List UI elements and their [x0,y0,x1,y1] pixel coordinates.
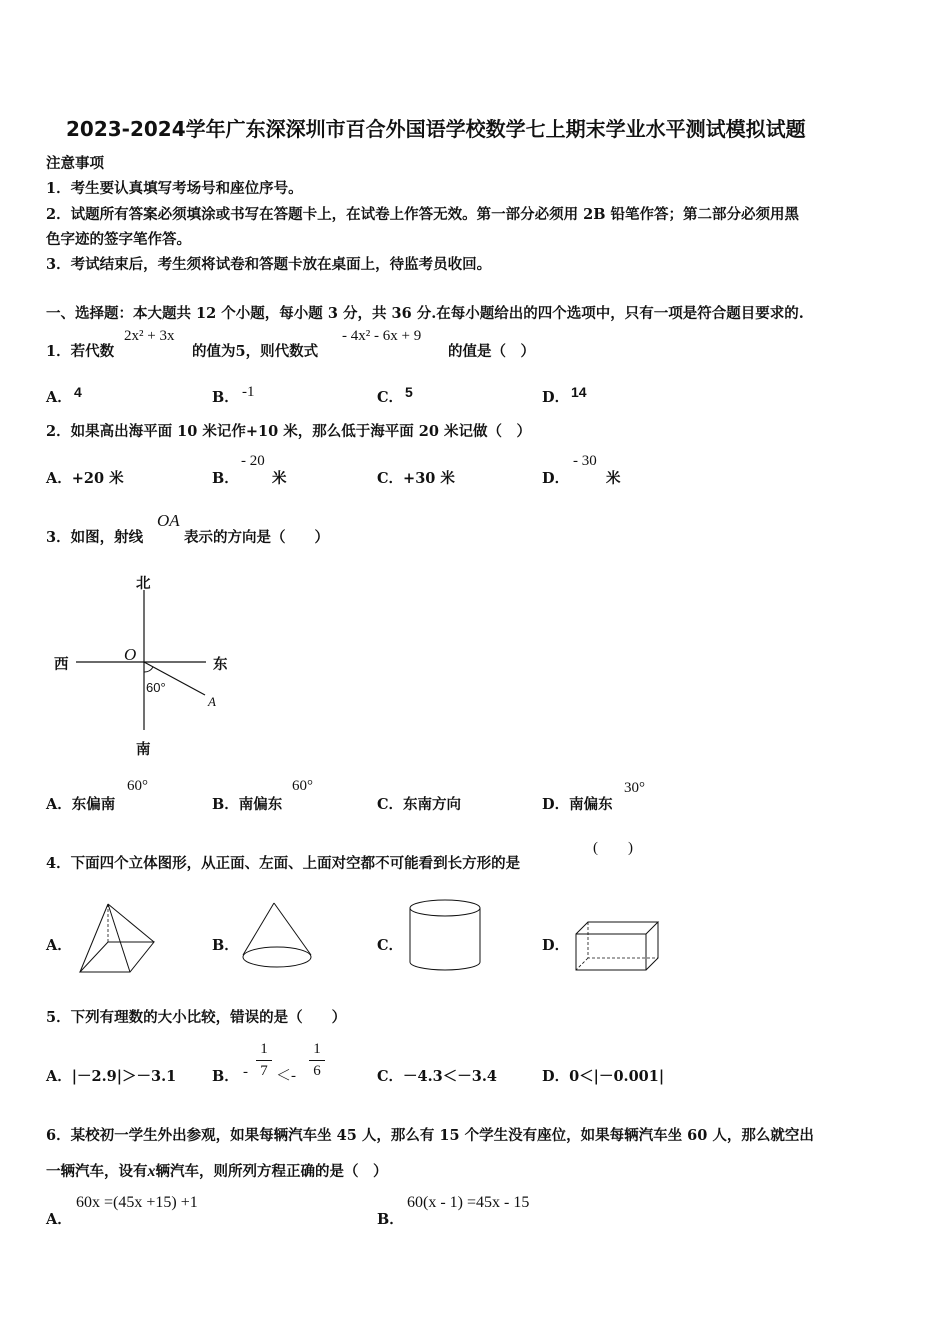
section-heading: 一、选择题：本大题共 12 个小题，每小题 3 分，共 36 分.在每小题给出的四个选项中，只有一项是符合题目要求的. [46,305,804,322]
q3-option-a-math: 60° [127,778,148,794]
q6-option-a-label: A． [46,1211,72,1228]
q4-option-c-label: C． [377,937,404,954]
label-east: 东 [213,656,228,673]
q1-option-c-value: 5 [405,384,413,400]
q6-line-1: 6．某校初一学生外出参观，如果每辆汽车坐 45 人，那么有 15 个学生没有座位，如果每辆汽车坐 60 人，那么就空出 [46,1127,814,1144]
q2-option-a: A．+20 米 [46,470,124,487]
q1-option-b-value: -1 [242,384,255,400]
q1-expr2: - 4x² - 6x + 9 [342,328,422,344]
notes-heading: 注意事项 [46,155,104,172]
angle-arc [144,667,153,672]
q3-option-c: C．东南方向 [377,796,462,813]
label-origin: O [124,645,137,664]
q5-option-b-neg: - [243,1064,248,1080]
page-title: 2023-2024学年广东深深圳市百合外国语学校数学七上期末学业水平测试模拟试题 [66,117,806,141]
q2-option-d-label: D． [542,470,570,487]
q4-option-a-label: A． [46,937,72,954]
q6-option-a-math: 60x =(45x +15) +1 [76,1194,198,1211]
q1-option-b-label: B． [212,389,239,406]
note-item-1: 1．考生要认真填写考场号和座位序号。 [46,180,303,197]
label-point-a: A [208,694,216,709]
cylinder-icon [406,898,496,978]
q4-option-b-label: B． [212,937,239,954]
note-item-2: 2．试题所有答案必须填涂或书写在答题卡上，在试卷上作答无效。第一部分必须用 2B 铅笔作答；第二部分必须用黑 [46,206,800,223]
q3-option-d-math: 30° [624,780,645,796]
q3-suffix: 表示的方向是（ ） [184,529,329,546]
q5-fraction-1-7: 1 7 [256,1041,272,1080]
q2-option-b-unit: 米 [272,470,287,487]
q2-stem: 2．如果高出海平面 10 米记作+10 米，那么低于海平面 20 米记做（ ） [46,423,532,440]
cone-icon [240,900,330,980]
label-angle: 60° [146,680,166,695]
q6-line-2: 一辆汽车，设有x辆汽车，则所列方程正确的是（ ） [46,1163,388,1180]
pyramid-icon [76,900,166,980]
q1-suffix: 的值是（ ） [448,343,535,360]
q3-option-b-math: 60° [292,778,313,794]
q1-expr1: 2x² + 3x [124,328,175,344]
q1-option-a-label: A． [46,389,72,406]
label-north: 北 [136,575,151,592]
note-item-2-cont: 色字迹的签字笔作答。 [46,231,191,248]
label-west: 西 [54,656,69,673]
q5-stem: 5．下列有理数的大小比较，错误的是（ ） [46,1009,347,1026]
q1-middle: 的值为5，则代数式 [192,343,319,360]
q2-option-c: C．+30 米 [377,470,455,487]
q5-option-a: A．|－2.9|＞－3.1 [46,1068,177,1085]
q3-option-b: B．南偏东 [212,796,283,813]
q1-option-d-value: 14 [571,384,587,400]
q6-option-b-math: 60(x - 1) =45x - 15 [407,1194,530,1211]
q5-fraction-1-6: 1 6 [309,1041,325,1080]
note-item-3: 3．考试结束后，考生须将试卷和答题卡放在桌面上，待监考员收回。 [46,256,492,273]
q5-option-c: C．－4.3＜－3.4 [377,1068,497,1085]
q5-option-b-rel: ＜- [276,1068,296,1084]
q2-option-b-label: B． [212,470,239,487]
q3-option-d: D．南偏东 [542,796,613,813]
q1-prefix: 1．若代数 [46,343,115,360]
q2-option-d-math: - 30 [573,453,597,469]
q1-option-d-label: D． [542,389,570,406]
q1-option-a-value: 4 [74,384,82,400]
q4-paren: ( ) [593,840,633,856]
q6-option-b-label: B． [377,1211,404,1228]
q4-option-d-label: D． [542,937,570,954]
q5-option-b-label: B． [212,1068,239,1085]
q2-option-b-math: - 20 [241,453,265,469]
q2-option-d-unit: 米 [606,470,621,487]
q4-stem: 4．下面四个立体图形，从正面、左面、上面对空都不可能看到长方形的是 [46,855,521,872]
q5-option-d: D．0＜|－0.001| [542,1068,665,1085]
q3-ray: OA [157,511,180,530]
label-south: 南 [136,741,151,758]
q1-option-c-label: C． [377,389,404,406]
q3-prefix: 3．如图，射线 [46,529,144,546]
cuboid-icon [572,918,672,988]
q3-option-a: A．东偏南 [46,796,116,813]
